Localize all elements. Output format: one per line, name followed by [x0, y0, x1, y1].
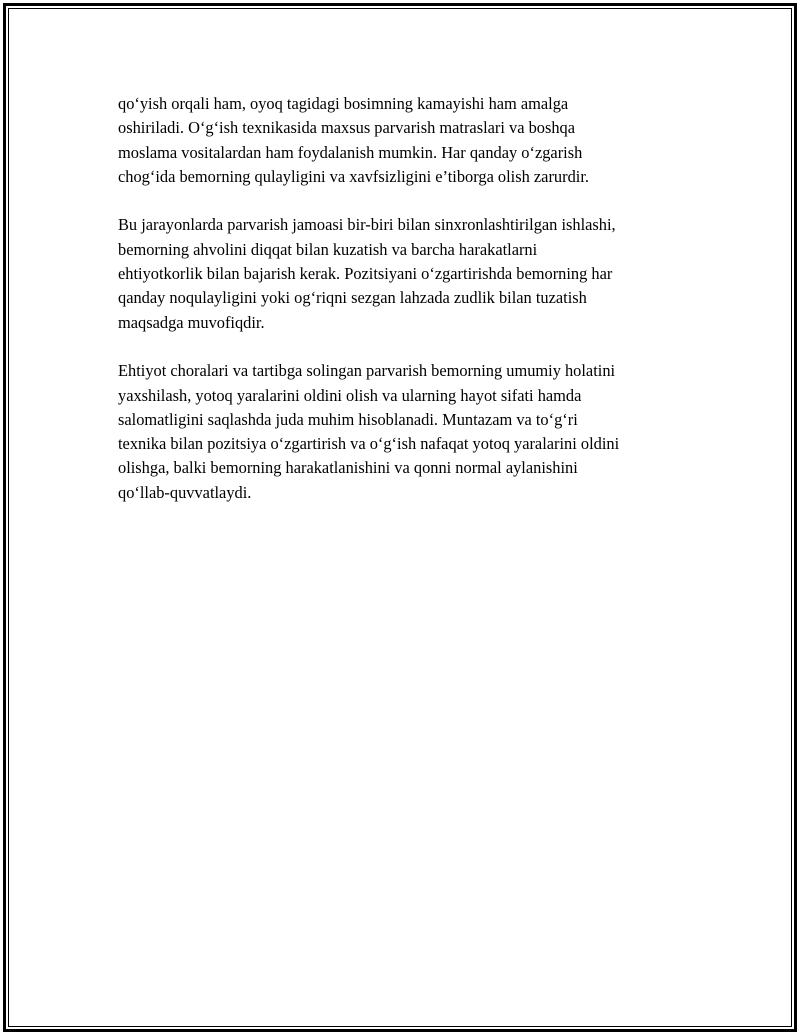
text-line: olishga, balki bemorning harakatlanishini va qonni normal aylanishini	[118, 458, 578, 478]
text-line: qo‘yish orqali ham, oyoq tagidagi bosimning kamayishi ham amalga	[118, 94, 569, 113]
paragraph-3	[118, 359, 698, 505]
paragraph-1	[118, 92, 698, 189]
text-line: qo‘llab-quvvatlaydi.	[118, 482, 252, 502]
text-line: ehtiyotkorlik bilan bajarish kerak. Pozitsiyani o‘zgartirishda bemorning har	[118, 264, 613, 284]
text-line: texnika bilan pozitsiya o‘zgartirish va o‘g‘ish nafaqat yotoq yaralarini oldini	[118, 434, 620, 454]
text-line: moslama vositalardan ham foydalanish mumkin. Har qanday o‘zgarish	[118, 142, 583, 162]
text-line: bemorning ahvolini diqqat bilan kuzatish va barcha harakatlarni	[118, 239, 538, 259]
text-line: chog‘ida bemorning qulayligini va xavfsizligini e’tiborga olish zarurdir.	[118, 166, 589, 186]
text-line: oshiriladi. O‘g‘ish texnikasida maxsus parvarish matraslari va boshqa	[118, 118, 576, 138]
text-line: salomatligini saqlashda juda muhim hisoblanadi. Muntazam va to‘g‘ri	[118, 409, 578, 429]
text-line: maqsadga muvofiqdir.	[118, 312, 265, 332]
document-body	[118, 92, 698, 529]
text-line: Bu jarayonlarda parvarish jamoasi bir-biri bilan sinxronlashtirilgan ishlashi,	[118, 215, 616, 235]
text-line: yaxshilash, yotoq yaralarini oldini olish va ularning hayot sifati hamda	[118, 385, 582, 405]
text-line: qanday noqulayligini yoki og‘riqni sezgan lahzada zudlik bilan tuzatish	[118, 288, 587, 308]
paragraph-2	[118, 213, 698, 334]
text-line: Ehtiyot choralari va tartibga solingan parvarish bemorning umumiy holatini	[118, 361, 616, 381]
